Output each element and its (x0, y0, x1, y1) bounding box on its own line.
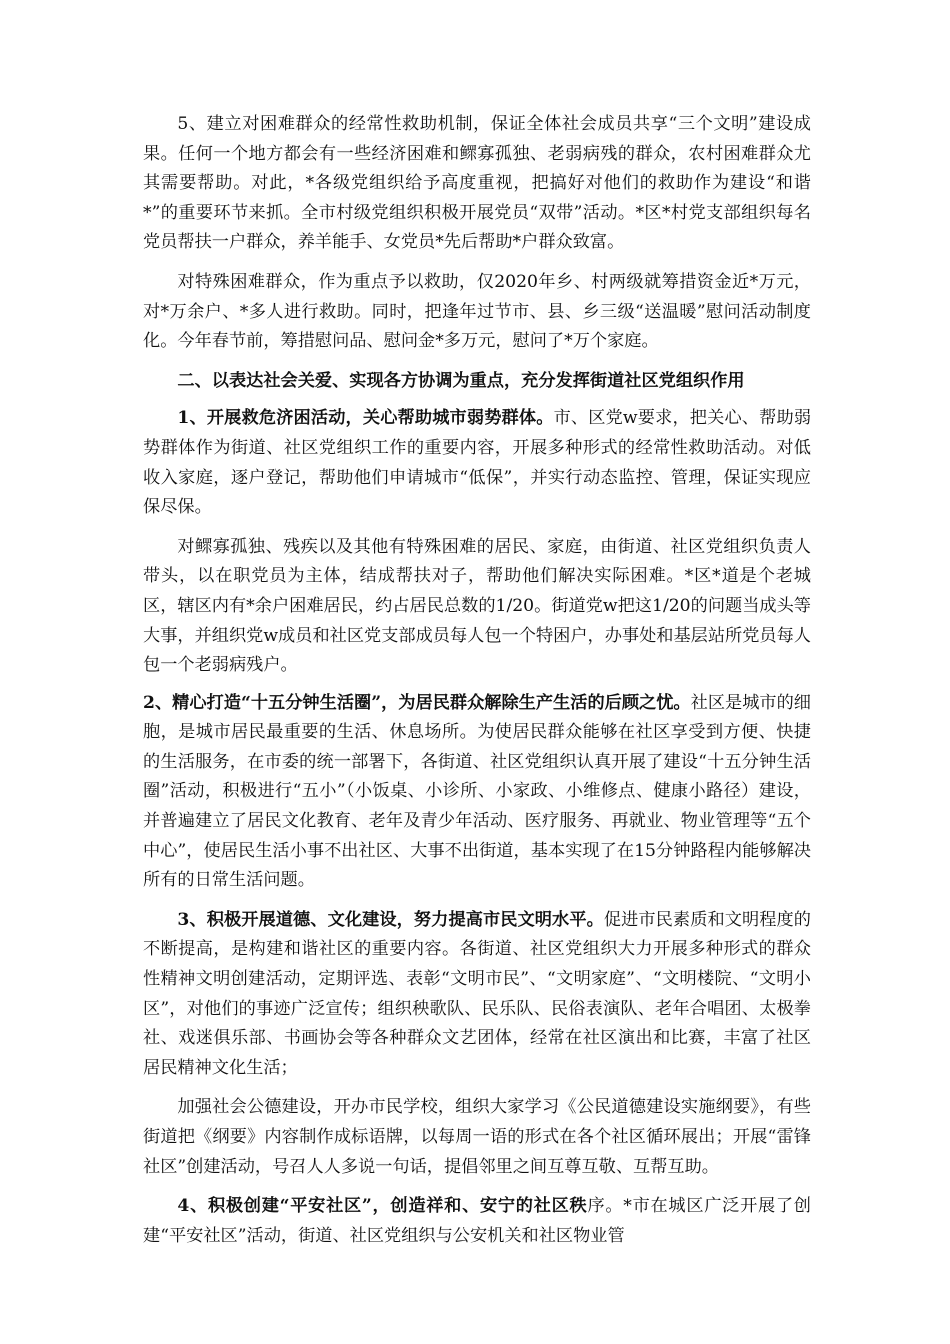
paragraph-item-1 (143, 404, 811, 522)
paragraph-pairing-help (143, 533, 811, 681)
paragraph-text: 5、建立对困难群众的经常性救助机制，保证全体社会成员共享“三个文明”建设成果。任何一个地方都会有一些经济困难和鳏寡孤独、老弱病残的群众，农村困难群众尤其需要帮助。对此，*各级党组织给予高度重视，把搞好对他们的救助作为建设“和谐*”的重要环节来抓。全市村级党组织积极开展党员“双带”活动。*区*村党支部组织每名党员帮扶一户群众，养羊能手、女党员*先后帮助*户群众致富。 (143, 114, 811, 253)
paragraph-public-morality (143, 1093, 811, 1182)
paragraph-lead: 2、精心打造“十五分钟生活圈”，为居民群众解除生产生活的后顾之忧。 (143, 692, 691, 713)
paragraph-relief-mechanism (143, 110, 811, 258)
paragraph-text: 对鳏寡孤独、残疾以及其他有特殊困难的居民、家庭，由街道、社区党组织负责人带头，以在职党员为主体，结成帮扶对子，帮助他们解决实际困难。*区*道是个老城区，辖区内有*余户困难居民，约占居民总数的1/20。街道党w把这1/20的问题当成头等大事，并组织党w成员和社区党支部成员每人包一个特困户，办事处和基层站所党员每人包一个老弱病残户。 (143, 536, 811, 676)
paragraph-special-hardship (143, 268, 811, 357)
paragraph-text: 社区是城市的细胞，是城市居民最重要的生活、休息场所。为使居民群众能够在社区享受到方便、快捷的生活服务，在市委的统一部署下，各街道、社区党组织认真开展了建设“十五分钟生活圈”活动，积极进行“五小”（小饭桌、小诊所、小家政、小维修点、健康小路径）建设，并普遍建立了居民文化教育、老年及青少年活动、医疗服务、再就业、物业管理等“五个中心”，使居民生活小事不出社区、大事不出街道，基本实现了在15分钟路程内能够解决所有的日常生活问题。 (143, 692, 811, 891)
paragraph-text: 对特殊困难群众，作为重点予以救助，仅2020年乡、村两级就筹措资金近*万元，对*万余户、*多人进行救助。同时，把逢年过节市、县、乡三级“送温暖”慰问活动制度化。今年春节前，筹措慰问品、慰问金*多万元，慰问了*万个家庭。 (143, 271, 811, 352)
paragraph-item-4 (143, 1192, 811, 1251)
document-page (143, 110, 811, 1251)
paragraph-text: 加强社会公德建设，开办市民学校，组织大家学习《公民道德建设实施纲要》，有些街道把《纲要》内容制作成标语牌，以每周一语的形式在各个社区循环展出；开展“雷锋社区”创建活动，号召人人多说一句话，提倡邻里之间互尊互敬、互帮互助。 (143, 1097, 811, 1177)
paragraph-text: 市、区党w要求，把关心、帮助弱势群体作为街道、社区党组织工作的重要内容，开展多种形式的经常性救助活动。对低收入家庭，逐户登记，帮助他们申请城市“低保”，并实行动态监控、管理，保证实现应保尽保。 (143, 408, 812, 518)
paragraph-lead: 4、积极创建“平安社区”，创造祥和、安宁的社区秩 (177, 1196, 588, 1217)
paragraph-text: 序。*市在城区广泛开展了创建“平安社区”活动，街道、社区党组织与公安机关和社区物业管 (143, 1196, 811, 1246)
section-heading-2: 二、以表达社会关爱、实现各方协调为重点，充分发挥街道社区党组织作用 (177, 370, 745, 391)
paragraph-item-3 (143, 906, 811, 1084)
paragraph-item-2 (143, 689, 811, 896)
paragraph-lead: 3、积极开展道德、文化建设，努力提高市民文明水平。 (177, 909, 604, 930)
paragraph-text: 促进市民素质和文明程度的不断提高，是构建和谐社区的重要内容。各街道、社区党组织大力开展多种形式的群众性精神文明创建活动，定期评选、表彰“文明市民”、“文明家庭”、“文明楼院、“文明小区”，对他们的事迹广泛宣传；组织秧歌队、民乐队、民俗表演队、老年合唱团、太极拳社、戏迷俱乐部、书画协会等各种群众文艺团体，经常在社区演出和比赛，丰富了社区居民精神文化生活； (143, 909, 811, 1078)
paragraph-lead: 1、开展救危济困活动，关心帮助城市弱势群体。 (177, 408, 554, 429)
